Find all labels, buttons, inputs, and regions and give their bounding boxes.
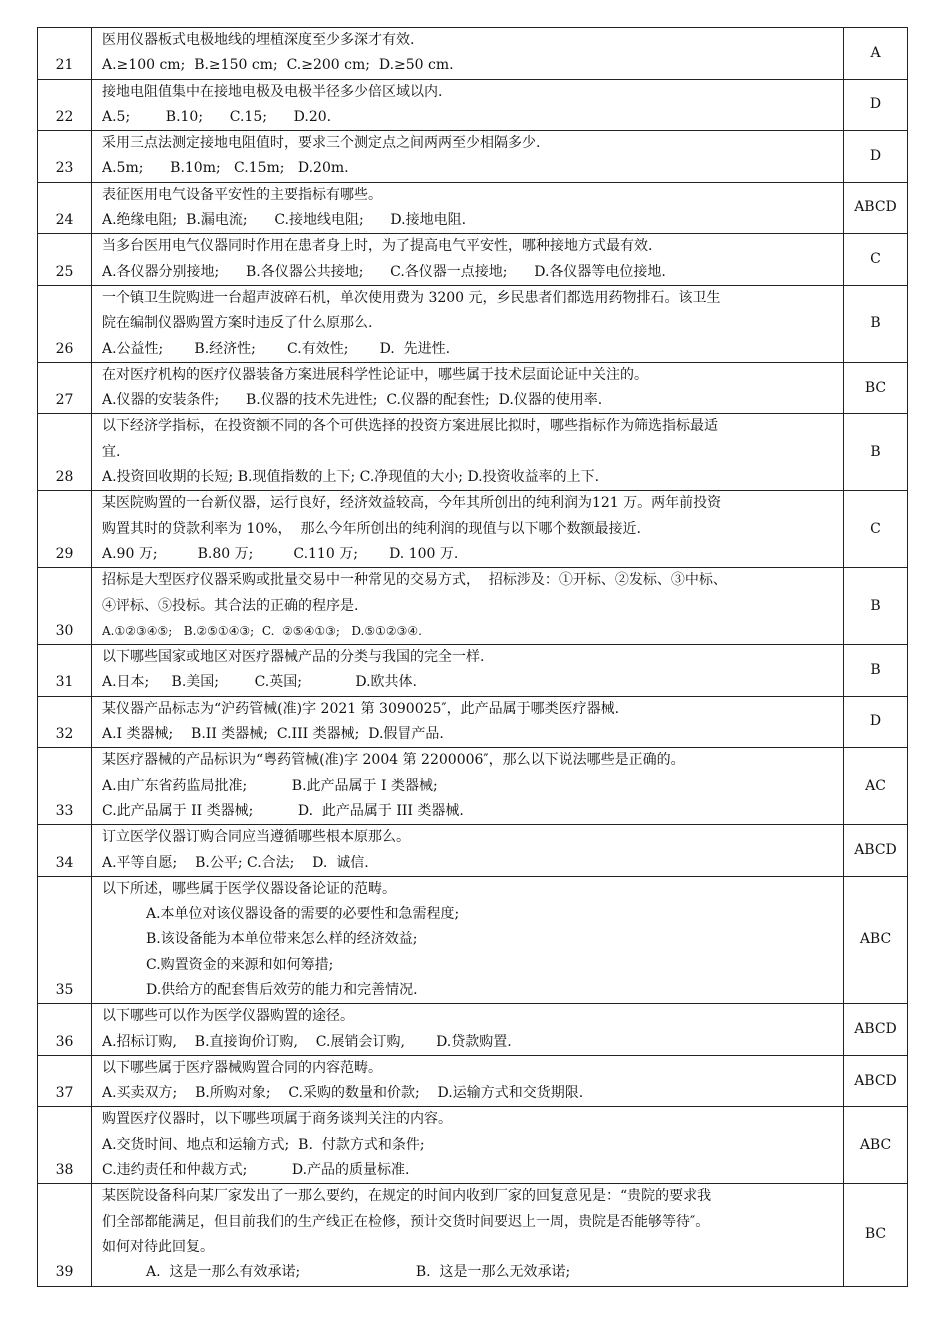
question-line: A.①②③④⑤; B.②⑤①④③; C. ②⑤④①③; D.⑤①②③④.: [102, 623, 422, 638]
answer-cell: D: [844, 131, 908, 183]
question-line: C.此产品属于 II 类器械; D. 此产品属于 III 类器械.: [102, 802, 464, 819]
answer-cell: C: [844, 234, 908, 286]
question-stem-line: 当多台医用电气仪器同时作用在患者身上时，为了提高电气平安性，哪种接地方式最有效.: [102, 238, 653, 255]
answer-cell: B: [844, 645, 908, 697]
question-line: A.买卖双方; B.所购对象; C.采购的数量和价款; D.运输方式和交货期限.: [102, 1085, 584, 1102]
question-table: [37, 27, 908, 1287]
question-number: 31: [38, 645, 92, 697]
question-table-body: [38, 28, 908, 1287]
question-row: [38, 825, 908, 877]
question-stem-line: 在对医疗机构的医疗仪器装备方案进展科学性论证中，哪些属于技术层面论证中关注的。: [102, 366, 648, 383]
answer-cell: ABC: [844, 1107, 908, 1184]
question-row: [38, 362, 908, 414]
answer-cell: AC: [844, 748, 908, 825]
answer-cell: ABC: [844, 876, 908, 1003]
answer-cell: ABCD: [844, 825, 908, 877]
question-stem-line: 以下哪些属于医疗器械购置合同的内容范畴。: [102, 1059, 382, 1076]
question-text: [92, 362, 844, 414]
question-stem-line: 表征医用电气设备平安性的主要指标有哪些。: [102, 186, 382, 203]
answer-cell: B: [844, 285, 908, 362]
question-text: [92, 876, 844, 1003]
question-row: [38, 79, 908, 131]
question-number: 30: [38, 568, 92, 645]
question-text: [92, 825, 844, 877]
question-number: 23: [38, 131, 92, 183]
question-row: [38, 876, 908, 1003]
question-row: [38, 234, 908, 286]
question-row: [38, 696, 908, 748]
question-row: [38, 1184, 908, 1286]
question-row: [38, 1055, 908, 1107]
question-line: A.各仪器分别接地; B.各仪器公共接地; C.各仪器一点接地; D.各仪器等电位接地.: [102, 263, 666, 280]
question-row: [38, 28, 908, 80]
question-number: 21: [38, 28, 92, 80]
question-number: 29: [38, 491, 92, 568]
question-text: [92, 79, 844, 131]
question-line: 宜.: [102, 443, 121, 460]
question-stem-line: 订立医学仪器订购合同应当遵循哪些根本原那么。: [102, 829, 410, 846]
question-text: [92, 748, 844, 825]
question-text: [92, 568, 844, 645]
question-text: [92, 696, 844, 748]
question-line: A.90 万; B.80 万; C.110 万; D. 100 万.: [102, 545, 459, 562]
question-row: [38, 131, 908, 183]
question-text: [92, 491, 844, 568]
question-number: 35: [38, 876, 92, 1003]
question-line: A.仪器的安装条件; B.仪器的技术先进性; C.仪器的配套性; D.仪器的使用率.: [102, 392, 603, 409]
question-row: [38, 748, 908, 825]
question-number: 22: [38, 79, 92, 131]
question-line: ④评标、⑤投标。其合法的正确的程序是.: [102, 597, 359, 614]
question-number: 24: [38, 182, 92, 234]
question-text: [92, 1184, 844, 1286]
question-line: A.5m; B.10m; C.15m; D.20m.: [102, 160, 349, 177]
question-row: [38, 182, 908, 234]
question-row: [38, 568, 908, 645]
question-stem-line: 购置医疗仪器时，以下哪些项属于商务谈判关注的内容。: [102, 1111, 452, 1128]
question-line: A.招标订购, B.直接询价订购, C.展销会订购, D.贷款购置.: [102, 1033, 512, 1050]
question-line: A.交货时间、地点和运输方式; B. 付款方式和条件;: [102, 1136, 425, 1153]
question-stem-line: 一个镇卫生院购进一台超声波碎石机，单次使用费为 3200 元，乡民患者们都选用药物排石。该卫生: [102, 289, 721, 306]
question-stem-line: 某医疗器械的产品标识为“粤药管械(准)字 2004 第 2200006″，那么以下说法哪些是正确的。: [102, 752, 685, 769]
question-line: C.购置资金的来源和如何筹措;: [146, 956, 334, 973]
answer-cell: BC: [844, 362, 908, 414]
question-text: [92, 1107, 844, 1184]
question-line: A.投资回收期的长短; B.现值指数的上下; C.净现值的大小; D.投资收益率的上下.: [102, 469, 600, 486]
question-line: A.≥100 cm; B.≥150 cm; C.≥200 cm; D.≥50 cm.: [102, 57, 454, 74]
question-number: 25: [38, 234, 92, 286]
question-text: [92, 645, 844, 697]
question-text: [92, 1055, 844, 1107]
answer-cell: D: [844, 696, 908, 748]
answer-cell: A: [844, 28, 908, 80]
question-number: 34: [38, 825, 92, 877]
question-stem-line: 以下哪些可以作为医学仪器购置的途径。: [102, 1008, 354, 1025]
question-stem-line: 接地电阻值集中在接地电极及电极半径多少倍区域以内.: [102, 83, 443, 100]
question-stem-line: 某医院设备科向某厂家发出了一那么要约，在规定的时间内收到厂家的回复意见是：“贵院的要求我: [102, 1188, 712, 1205]
question-line: A.本单位对该仪器设备的需要的必要性和急需程度;: [146, 906, 460, 923]
question-stem-line: 以下所述，哪些属于医学仪器设备论证的范畴。: [102, 880, 396, 897]
answer-cell: D: [844, 79, 908, 131]
question-text: [92, 234, 844, 286]
question-line: D.供给方的配套售后效劳的能力和完善情况.: [146, 981, 418, 998]
question-row: [38, 414, 908, 491]
question-number: 36: [38, 1004, 92, 1056]
question-text: [92, 1004, 844, 1056]
question-stem-line: 招标是大型医疗仪器采购或批量交易中一种常见的交易方式， 招标涉及：①开标、②发标、③中标、: [102, 572, 727, 589]
answer-cell: ABCD: [844, 1055, 908, 1107]
question-text: [92, 414, 844, 491]
question-stem-line: 某医院购置的一台新仪器，运行良好，经济效益较高，今年其所创出的纯利润为121 万。两年前投资: [102, 495, 722, 512]
question-line: A.日本; B.美国; C.英国; D.欧共体.: [102, 674, 417, 691]
question-row: [38, 491, 908, 568]
question-line: 如何对待此回复。: [102, 1238, 214, 1255]
question-row: [38, 645, 908, 697]
answer-cell: ABCD: [844, 182, 908, 234]
question-line: 们全部都能满足，但目前我们的生产线正在检修，预计交货时间要迟上一周，贵院是否能够等待″。: [102, 1213, 710, 1230]
question-stem-line: 某仪器产品标志为“沪药管械(准)字 2021 第 3090025″，此产品属于哪类医疗器械.: [102, 700, 620, 717]
question-row: [38, 1107, 908, 1184]
question-number: 38: [38, 1107, 92, 1184]
question-line: 购置其时的贷款利率为 10%， 那么今年所创出的纯利润的现值与以下哪个数额最接近.: [102, 520, 641, 537]
question-number: 26: [38, 285, 92, 362]
question-number: 28: [38, 414, 92, 491]
question-number: 32: [38, 696, 92, 748]
answer-cell: B: [844, 414, 908, 491]
question-text: [92, 131, 844, 183]
question-line: A.平等自愿; B.公平; C.合法; D. 诚信.: [102, 854, 369, 871]
question-line: A.5; B.10; C.15; D.20.: [102, 108, 332, 125]
question-stem-line: 以下经济学指标，在投资额不同的各个可供选择的投资方案进展比拟时，哪些指标作为筛选指标最适: [102, 418, 718, 435]
question-line: B.该设备能为本单位带来怎么样的经济效益;: [146, 931, 418, 948]
question-line: C.违约责任和仲裁方式; D.产品的质量标准.: [102, 1162, 410, 1179]
answer-cell: ABCD: [844, 1004, 908, 1056]
question-number: 33: [38, 748, 92, 825]
question-row: [38, 285, 908, 362]
question-line: A.公益性; B.经济性; C.有效性; D. 先进性.: [102, 340, 451, 357]
question-number: 37: [38, 1055, 92, 1107]
answer-cell: B: [844, 568, 908, 645]
question-line: A.由广东省药监局批准; B.此产品属于 I 类器械;: [102, 777, 438, 794]
question-row: [38, 1004, 908, 1056]
question-number: 39: [38, 1184, 92, 1286]
question-text: [92, 285, 844, 362]
question-line: 院在编制仪器购置方案时违反了什么原那么.: [102, 315, 373, 332]
question-number: 27: [38, 362, 92, 414]
question-text: [92, 182, 844, 234]
answer-cell: BC: [844, 1184, 908, 1286]
question-stem-line: 医用仪器板式电极地线的埋植深度至少多深才有效.: [102, 32, 415, 48]
question-stem-line: 采用三点法测定接地电阻值时，要求三个测定点之间两两至少相隔多少.: [102, 135, 541, 152]
question-stem-line: 以下哪些国家或地区对医疗器械产品的分类与我国的完全一样.: [102, 649, 485, 666]
answer-cell: C: [844, 491, 908, 568]
question-text: [92, 28, 844, 80]
question-line: A.I 类器械; B.II 类器械; C.III 类器械; D.假冒产品.: [102, 726, 444, 743]
question-line: A. 这是一那么有效承诺; B. 这是一那么无效承诺;: [146, 1264, 571, 1281]
question-line: A.绝缘电阻; B.漏电流; C.接地线电阻; D.接地电阻.: [102, 212, 467, 229]
